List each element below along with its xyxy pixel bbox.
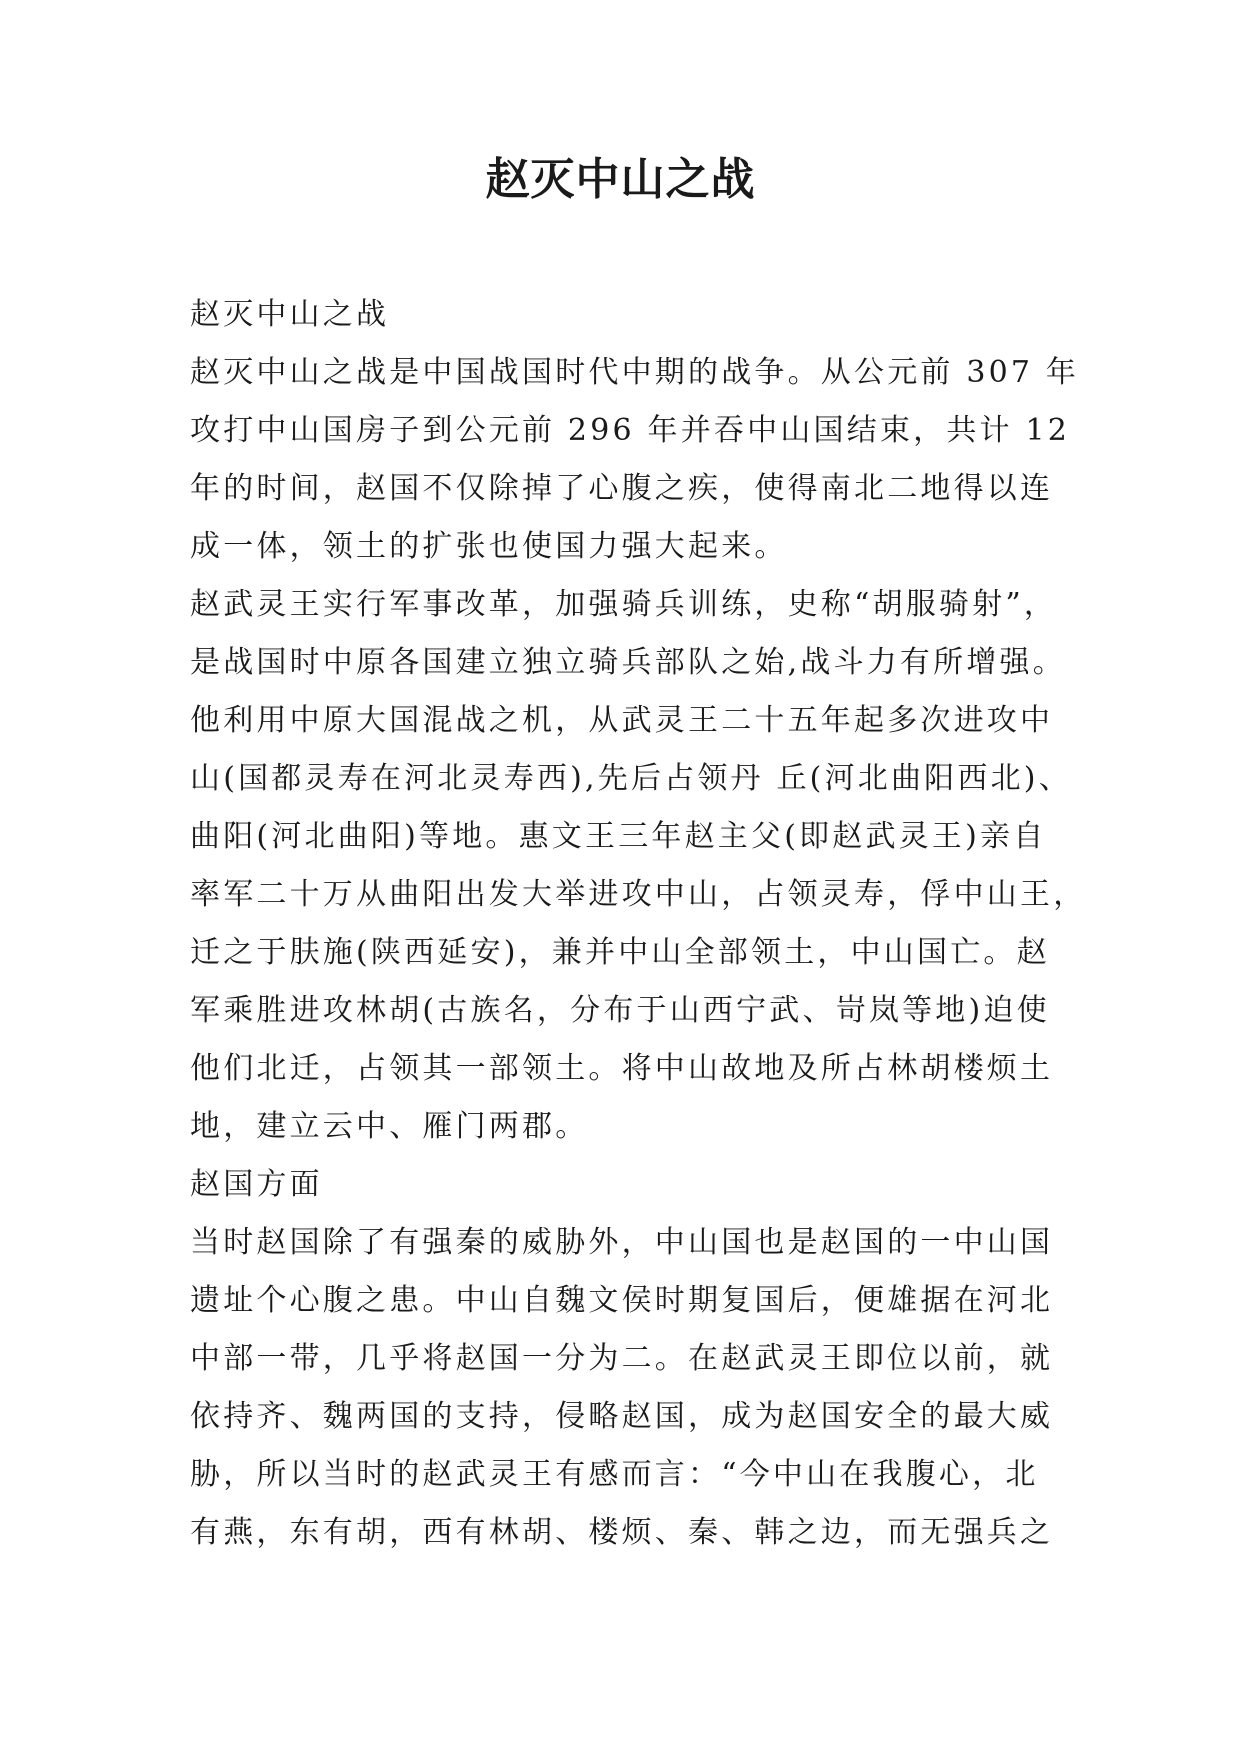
- paragraph-line: 迁之于肤施(陕西延安)，兼并中山全部领土，中山国亡。赵: [190, 935, 1050, 970]
- paragraph-line: 他利用中原大国混战之机，从武灵王二十五年起多次进攻中: [190, 703, 1054, 738]
- paragraph-line: 依持齐、魏两国的支持，侵略赵国，成为赵国安全的最大威: [190, 1399, 1054, 1434]
- paragraph-line: 成一体，领土的扩张也使国力强大起来。: [190, 529, 788, 564]
- paragraph-line: 是战国时中原各国建立独立骑兵部队之始,战斗力有所增强。: [190, 645, 1066, 680]
- paragraph-line: 攻打中山国房子到公元前 296 年并吞中山国结束，共计 12: [190, 413, 1071, 448]
- paragraph-line: 山(国都灵寿在河北灵寿西),先后占领丹 丘(河北曲阳西北)、: [190, 761, 1072, 796]
- paragraph-line: 地，建立云中、雁门两郡。: [190, 1109, 589, 1144]
- paragraph-line: 胁，所以当时的赵武灵王有感而言：“今中山在我腹心，北: [190, 1457, 1039, 1492]
- paragraph-line: 当时赵国除了有强秦的威胁外，中山国也是赵国的一中山国: [190, 1225, 1054, 1260]
- paragraph-line: 赵武灵王实行军事改革，加强骑兵训练，史称“胡服骑射”，: [190, 587, 1058, 622]
- document-title: 赵灭中山之战: [485, 154, 756, 205]
- paragraph-line: 赵灭中山之战是中国战国时代中期的战争。从公元前 307 年: [190, 355, 1080, 390]
- paragraph-line: 军乘胜进攻林胡(古族名，分布于山西宁武、岢岚等地)迫使: [190, 993, 1050, 1028]
- paragraph-line: 他们北迁，占领其一部领土。将中山故地及所占林胡楼烦土: [190, 1051, 1054, 1086]
- paragraph-line: 有燕，东有胡，西有林胡、楼烦、秦、韩之边，而无强兵之: [190, 1515, 1054, 1550]
- paragraph-line: 率军二十万从曲阳出发大举进攻中山，占领灵寿，俘中山王，: [190, 877, 1087, 912]
- section-heading: 赵国方面: [190, 1167, 323, 1202]
- section-heading: 赵灭中山之战: [190, 297, 390, 332]
- paragraph-line: 年的时间，赵国不仅除掉了心腹之疾，使得南北二地得以连: [190, 471, 1054, 506]
- paragraph-line: 曲阳(河北曲阳)等地。惠文王三年赵主父(即赵武灵王)亲自: [190, 819, 1047, 854]
- document-body: [190, 286, 1087, 1562]
- paragraph-line: 中部一带，几乎将赵国一分为二。在赵武灵王即位以前，就: [190, 1341, 1054, 1376]
- paragraph-line: 遗址个心腹之患。中山自魏文侯时期复国后，便雄据在河北: [190, 1283, 1054, 1318]
